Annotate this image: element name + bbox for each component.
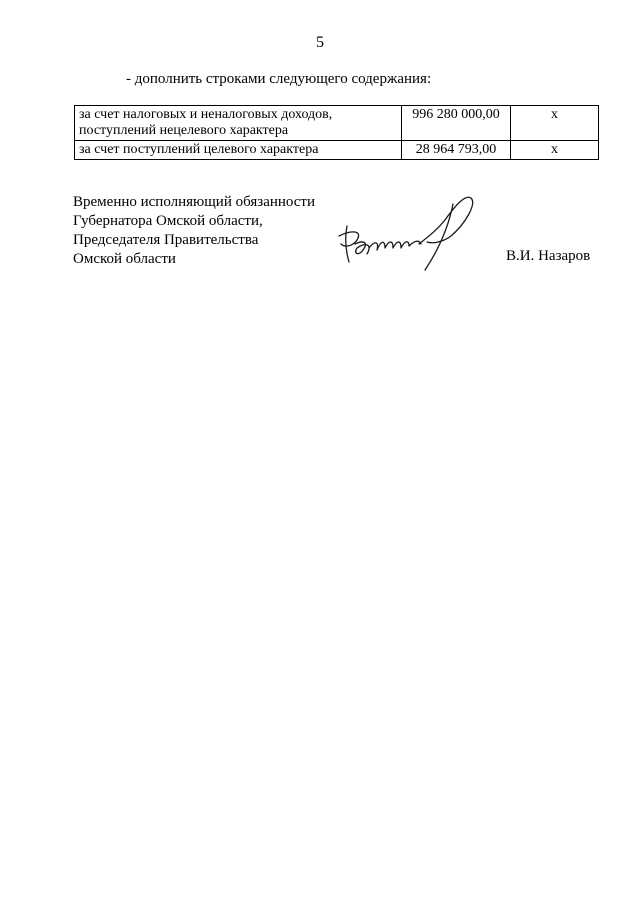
- row-mark: х: [511, 141, 599, 160]
- row-description: [75, 141, 402, 160]
- signatory-name: В.И. Назаров: [506, 248, 591, 264]
- page-number: 5: [316, 34, 324, 51]
- signatory-title-line: Губернатора Омской области,: [73, 213, 263, 229]
- amendment-intro: - дополнить строками следующего содержания:: [126, 71, 432, 87]
- table-row: [75, 141, 599, 160]
- row-amount: 28 964 793,00: [402, 141, 511, 160]
- row-mark: х: [511, 106, 599, 141]
- signatory-title: [73, 193, 315, 269]
- handwritten-signature: [333, 184, 478, 274]
- row-amount: 996 280 000,00: [402, 106, 511, 141]
- row-description: [75, 106, 402, 141]
- signatory-title-line: Председателя Правительства: [73, 232, 259, 248]
- row-description-line: поступлений нецелевого характера: [79, 123, 289, 138]
- signatory-title-line: Временно исполняющий обязанности: [73, 194, 316, 210]
- row-description-line: за счет поступлений целевого характера: [79, 142, 319, 157]
- row-description-line: за счет налоговых и неналоговых доходов,: [79, 107, 333, 122]
- amendment-table: [74, 105, 599, 160]
- signatory-title-line: Омской области: [73, 251, 176, 267]
- table-row: [75, 106, 599, 141]
